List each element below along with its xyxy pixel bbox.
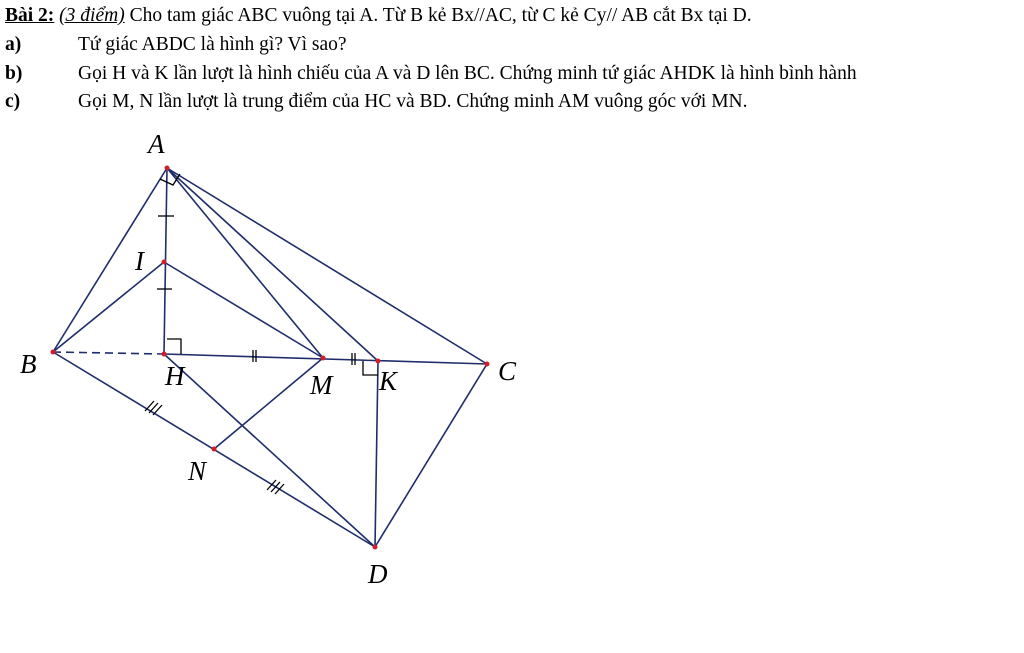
problem-heading: Bài 2: [5, 5, 55, 26]
point-H [162, 352, 167, 357]
part-a-label: a) [5, 34, 22, 55]
segment-IM [164, 262, 323, 358]
part-b-label: b) [5, 63, 23, 84]
geometry-figure [0, 120, 1024, 653]
problem-points: (3 điểm) [59, 5, 125, 26]
point-I [162, 260, 167, 265]
segment-BI [53, 262, 164, 352]
point-B [51, 350, 56, 355]
segment-AM [167, 168, 323, 358]
part-b [5, 62, 857, 86]
part-a-text: Tứ giác ABDC là hình gì? Vì sao? [78, 34, 347, 55]
label-D: D [368, 559, 388, 589]
point-C [485, 362, 490, 367]
label-H: H [165, 361, 185, 391]
segment-AB [53, 168, 167, 352]
part-a [5, 33, 347, 57]
point-K [376, 359, 381, 364]
segment-BH-dashed [53, 352, 164, 354]
figure-lines [53, 168, 487, 547]
point-A [165, 166, 170, 171]
label-M: M [310, 370, 333, 400]
label-B: B [20, 349, 37, 379]
label-C: C [498, 356, 517, 386]
figure-labels [20, 129, 517, 589]
point-M [321, 356, 326, 361]
part-b-text: Gọi H và K lần lượt là hình chiếu của A và D lên BC. Chứng minh tứ giác AHDK là hình bình hành [78, 63, 857, 84]
label-K: K [379, 366, 398, 396]
right-angle-mark-H [167, 339, 181, 354]
problem-header [5, 4, 752, 28]
part-c-text: Gọi M, N lần lượt là trung điểm của HC và BD. Chứng minh AM vuông góc với MN. [78, 91, 748, 112]
label-A: A [148, 129, 165, 159]
point-N [212, 447, 217, 452]
part-c-label: c) [5, 91, 21, 112]
segment-HC [164, 354, 487, 364]
problem-text: Cho tam giác ABC vuông tại A. Từ B kẻ Bx//AC, từ C kẻ Cy// AB cắt Bx tại D. [124, 5, 752, 26]
segment-HD [164, 354, 375, 547]
segment-MN [214, 358, 323, 449]
label-I: I [135, 246, 144, 276]
label-N: N [188, 456, 207, 486]
segment-AC [167, 168, 487, 364]
segment-AK [167, 168, 378, 361]
segment-KD [375, 361, 378, 547]
figure-marks [145, 174, 378, 494]
point-D [373, 545, 378, 550]
right-angle-mark-K [363, 361, 378, 375]
part-c [5, 90, 748, 114]
